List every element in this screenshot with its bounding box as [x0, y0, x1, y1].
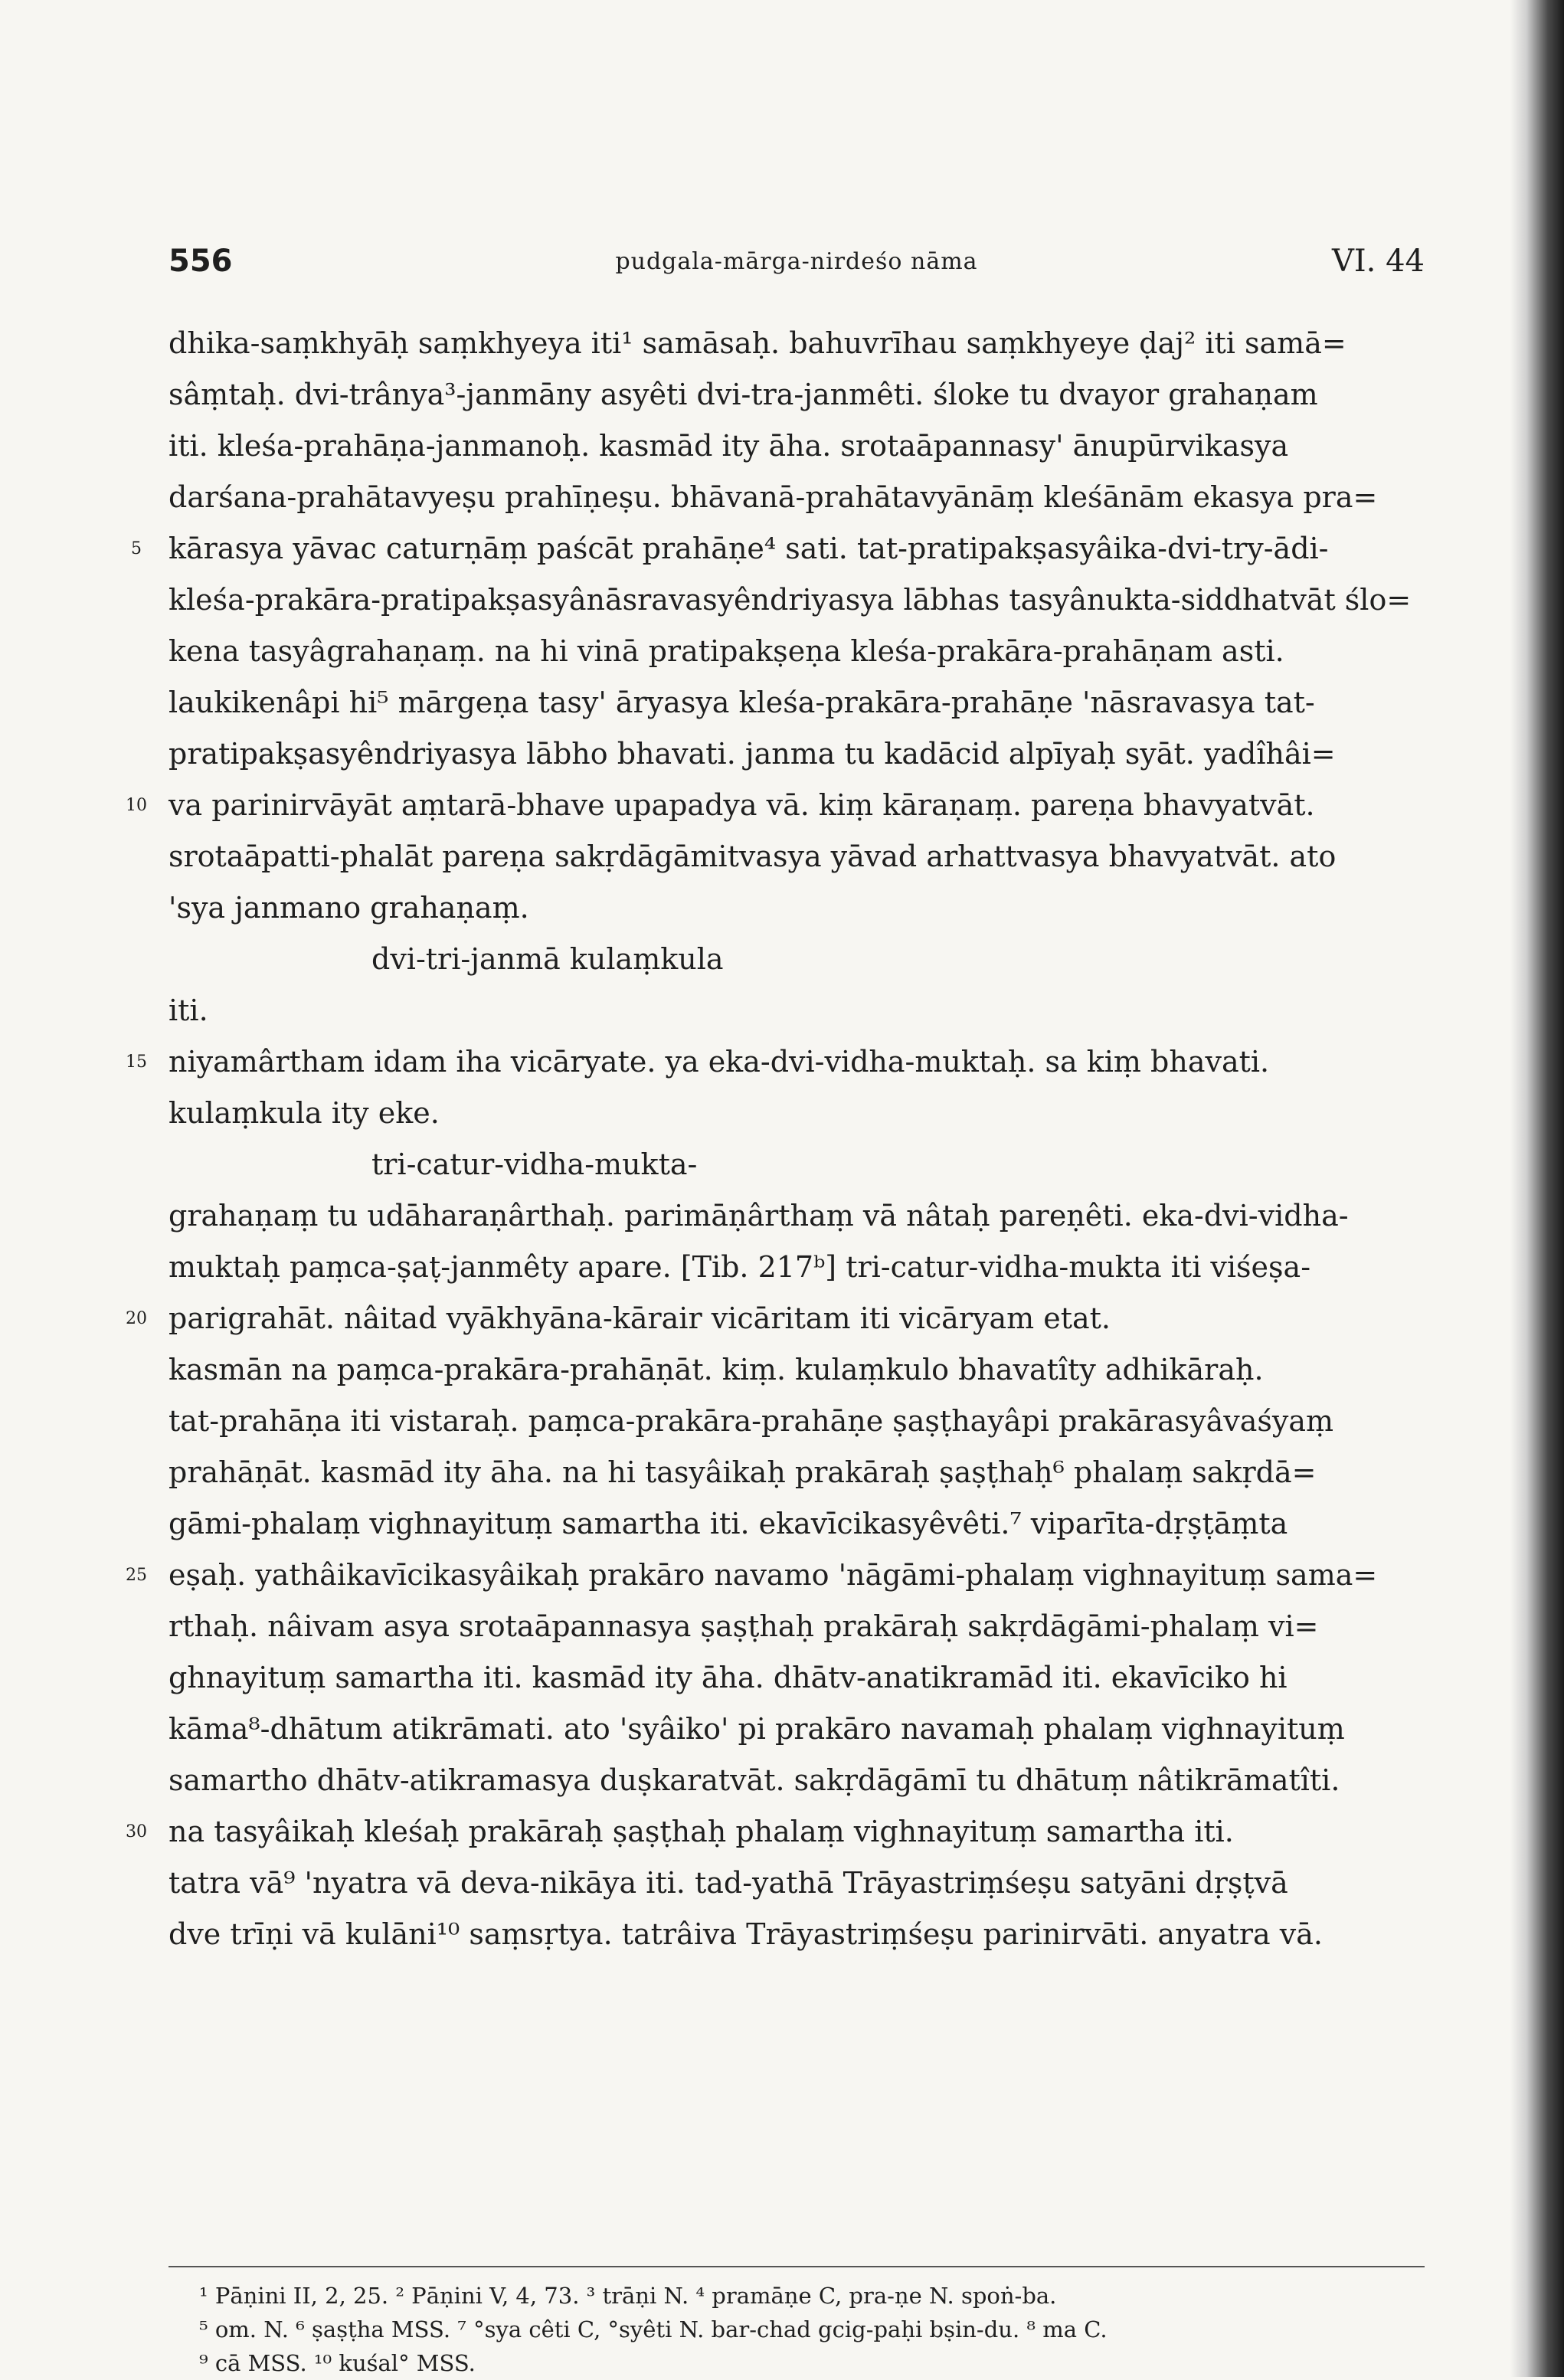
text-line — [169, 1139, 1425, 1190]
line-text: dve trīṇi vā kulāni¹⁰ saṃsṛtya. tatrâiva Trāyastriṃśeṣu parinirvāti. anyatra vā. — [169, 1917, 1323, 1951]
page-header — [169, 244, 1425, 290]
line-number: 10 — [126, 796, 147, 815]
line-text: grahaṇaṃ tu udāharaṇârthaḥ. parimāṇârthaṃ vā nâtaḥ pareṇêti. eka-dvi-vidha- — [169, 1199, 1349, 1233]
footnote-line: ¹ Pāṇini II, 2, 25. ² Pāṇini V, 4, 73. ³ trāṇi N. ⁴ pramāṇe C, pra-ṇe N. spoṅ-ba. — [199, 2283, 1057, 2309]
main-text — [126, 318, 1425, 1960]
text-line — [169, 1755, 1425, 1806]
text-line — [126, 780, 1425, 831]
line-text: muktaḥ paṃca-ṣaṭ-janmêty apare. [Tib. 217ᵇ] tri-catur-vidha-mukta iti viśeṣa- — [169, 1250, 1311, 1284]
text-line — [126, 1036, 1425, 1088]
line-text: kāma⁸-dhātum atikrāmati. ato 'syâiko' pi prakāro navamaḥ phalaṃ vighnayituṃ — [169, 1712, 1345, 1746]
line-text: laukikenâpi hi⁵ mārgeṇa tasy' āryasya kleśa-prakāra-prahāṇe 'nāsravasya tat- — [169, 686, 1315, 719]
text-line — [126, 1550, 1425, 1601]
text-line — [169, 728, 1425, 780]
line-text: parigrahāt. nâitad vyākhyāna-kārair vicāritam iti vicāryam etat. — [169, 1301, 1111, 1335]
text-line — [131, 523, 1425, 575]
text-line — [169, 1909, 1425, 1960]
line-text: kleśa-prakāra-pratipakṣasyânāsravasyêndriyasya lābhas tasyânukta-siddhatvāt ślo= — [169, 583, 1412, 617]
section-number: VI. 44 — [1331, 244, 1425, 279]
text-line — [169, 1190, 1425, 1242]
line-text: dhika-saṃkhyāḥ saṃkhyeya iti¹ samāsaḥ. bahuvrīhau saṃkhyeye ḍaj² iti samā= — [169, 326, 1346, 360]
running-title: pudgala-mārga-nirdeśo nāma — [615, 248, 978, 275]
text-line — [126, 1806, 1425, 1858]
line-text: kasmān na paṃca-prakāra-prahāṇāt. kiṃ. kulaṃkulo bhavatîty adhikāraḥ. — [169, 1353, 1264, 1386]
line-text: kārasya yāvac caturṇāṃ paścāt prahāṇe⁴ sati. tat-pratipakṣasyâika-dvi-try-ādi- — [169, 532, 1329, 565]
text-line — [169, 677, 1425, 728]
line-text: iti. — [169, 994, 208, 1027]
text-line — [169, 1344, 1425, 1396]
line-number: 5 — [131, 539, 142, 558]
line-text: tatra vā⁹ 'nyatra vā deva-nikāya iti. tad-yathā Trāyastriṃśeṣu satyāni dṛṣṭvā — [169, 1866, 1288, 1900]
text-line — [126, 1293, 1425, 1344]
page-number: 556 — [169, 244, 233, 279]
line-text: tri-catur-vidha-mukta- — [371, 1147, 698, 1181]
line-number: 30 — [126, 1822, 147, 1841]
line-text: niyamârtham idam iha vicāryate. ya eka-dvi-vidha-muktaḥ. sa kiṃ bhavati. — [169, 1045, 1270, 1079]
text-line — [169, 1498, 1425, 1550]
line-text: iti. kleśa-prahāṇa-janmanoḥ. kasmād ity āha. srotaāpannasy' ānupūrvikasya — [169, 429, 1289, 463]
line-text: ghnayituṃ samartha iti. kasmād ity āha. dhātv-anatikramād iti. ekavīciko hi — [169, 1661, 1288, 1694]
line-text: pratipakṣasyêndriyasya lābho bhavati. janma tu kadācid alpīyaḥ syāt. yadîhâi= — [169, 737, 1336, 771]
line-number: 15 — [126, 1053, 147, 1072]
text-line — [169, 985, 1425, 1036]
text-line — [169, 1088, 1425, 1139]
footnote-rule — [169, 2266, 1425, 2267]
text-line — [169, 1242, 1425, 1293]
text-line — [169, 1396, 1425, 1447]
footnote-line: ⁹ cā MSS. ¹⁰ kuśal° MSS. — [199, 2350, 476, 2376]
line-text: srotaāpatti-phalāt pareṇa sakṛdāgāmitvasya yāvad arhattvasya bhavyatvāt. ato — [169, 840, 1337, 873]
text-line — [169, 1704, 1425, 1755]
text-line — [169, 421, 1425, 472]
line-text: tat-prahāṇa iti vistaraḥ. paṃca-prakāra-prahāṇe ṣaṣṭhayâpi prakārasyâvaśyaṃ — [169, 1404, 1334, 1438]
text-line — [169, 1652, 1425, 1704]
line-text: samartho dhātv-atikramasya duṣkaratvāt. sakṛdāgāmī tu dhātuṃ nâtikrāmatîti. — [169, 1763, 1340, 1797]
text-line — [169, 831, 1425, 882]
line-number: 25 — [126, 1566, 147, 1585]
text-line — [169, 882, 1425, 934]
text-line — [169, 472, 1425, 523]
text-line — [169, 575, 1425, 626]
text-line — [169, 1447, 1425, 1498]
line-text: va parinirvāyāt aṃtarā-bhave upapadya vā. kiṃ kāraṇaṃ. pareṇa bhavyatvāt. — [169, 788, 1315, 822]
line-text: darśana-prahātavyeṣu prahīṇeṣu. bhāvanā-prahātavyānāṃ kleśānām ekasya pra= — [169, 480, 1378, 514]
text-line — [169, 1601, 1425, 1652]
line-text: na tasyâikaḥ kleśaḥ prakāraḥ ṣaṣṭhaḥ phalaṃ vighnayituṃ samartha iti. — [169, 1815, 1234, 1848]
line-number: 20 — [126, 1309, 147, 1328]
line-text: rthaḥ. nâivam asya srotaāpannasya ṣaṣṭhaḥ prakāraḥ sakṛdāgāmi-phalaṃ vi= — [169, 1609, 1319, 1643]
line-text: 'sya janmano grahaṇaṃ. — [169, 891, 529, 925]
scan-edge-shadow — [1510, 0, 1564, 2377]
line-text: eṣaḥ. yathâikavīcikasyâikaḥ prakāro navamo 'nāgāmi-phalaṃ vighnayituṃ sama= — [169, 1558, 1378, 1592]
text-line — [169, 626, 1425, 677]
text-line — [169, 934, 1425, 985]
text-line — [169, 318, 1425, 369]
footnote-line: ⁵ om. N. ⁶ ṣaṣṭha MSS. ⁷ °sya cêti C, °syêti N. bar-chad gcig-paḥi bṣin-du. ⁸ ma C. — [199, 2316, 1108, 2342]
footnotes — [199, 2279, 1425, 2380]
text-line — [169, 1858, 1425, 1909]
line-text: kena tasyâgrahaṇaṃ. na hi vinā pratipakṣeṇa kleśa-prakāra-prahāṇam asti. — [169, 634, 1284, 668]
line-text: gāmi-phalaṃ vighnayituṃ samartha iti. ekavīcikasyêvêti.⁷ viparīta-dṛṣṭāṃta — [169, 1507, 1288, 1540]
line-text: sâṃtaḥ. dvi-trânya³-janmāny asyêti dvi-tra-janmêti. śloke tu dvayor grahaṇam — [169, 378, 1318, 411]
line-text: dvi-tri-janmā kulaṃkula — [371, 942, 724, 976]
line-text: kulaṃkula ity eke. — [169, 1096, 440, 1130]
text-line — [169, 369, 1425, 421]
line-text: prahāṇāt. kasmād ity āha. na hi tasyâikaḥ prakāraḥ ṣaṣṭhaḥ⁶ phalaṃ sakṛdā= — [169, 1455, 1317, 1489]
